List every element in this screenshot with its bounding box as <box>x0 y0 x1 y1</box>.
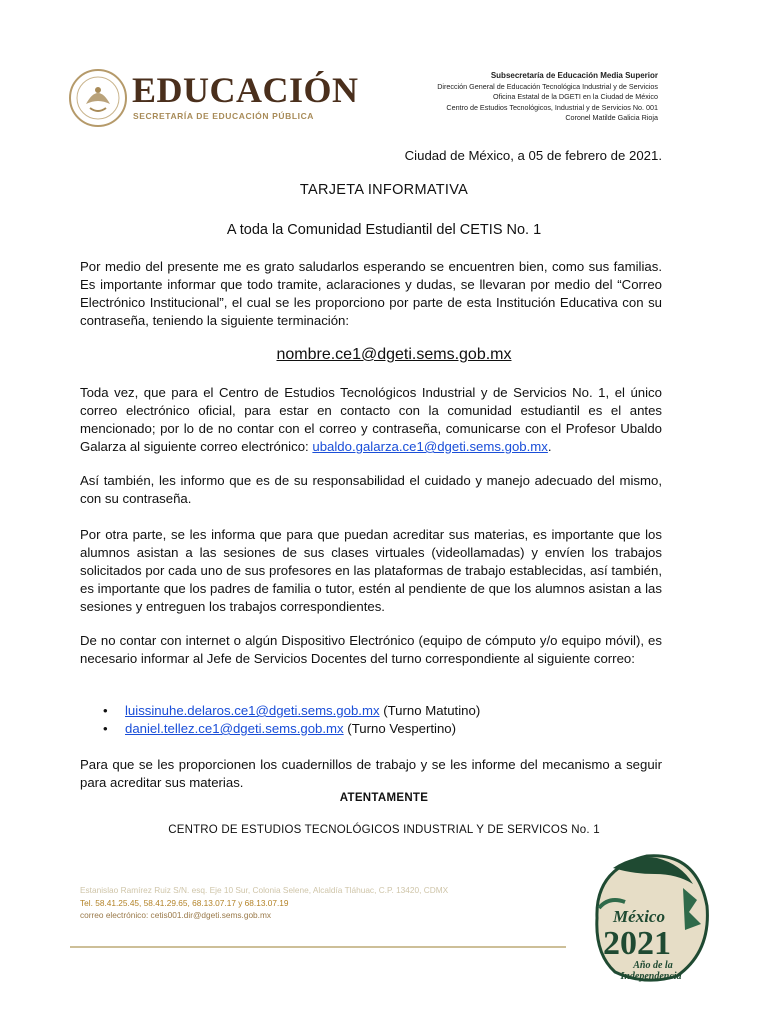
header-office-info <box>437 71 658 124</box>
support-email-link[interactable]: ubaldo.galarza.ce1@dgeti.sems.gob.mx <box>312 439 548 454</box>
bullet: • <box>103 703 108 718</box>
email-format: nombre.ce1@dgeti.sems.gob.mx <box>276 346 512 363</box>
evening-shift-email-link[interactable]: daniel.tellez.ce1@dgeti.sems.gob.mx <box>125 721 344 736</box>
footer <box>80 884 448 922</box>
addressee: A toda la Comunidad Estudiantil del CETIS No. 1 <box>226 222 542 238</box>
paragraph-workbooks: Para que se les proporcionen los cuadernillos de trabajo y se les informe del mecanismo a seguir para acreditar sus materias. <box>80 757 662 790</box>
contact-list <box>103 702 480 738</box>
paragraph-end: . <box>547 439 552 454</box>
national-seal-icon <box>68 68 128 128</box>
emblem-text: México <box>613 907 665 926</box>
header-line: Centro de Estudios Tecnológicos, Industrial y de Servicios No. 001 <box>446 102 658 112</box>
header-line: Oficina Estatal de la DGETI en la Ciudad de México <box>493 92 658 102</box>
list-item <box>103 720 480 738</box>
mexico-2021-emblem-icon <box>585 848 715 988</box>
shift-label: (Turno Matutino) <box>379 703 481 718</box>
emblem-text: Año de la <box>633 960 673 971</box>
closing: ATENTAMENTE <box>339 792 429 804</box>
paragraph-classes: Por otra parte, se les informa que para que puedan acreditar sus materias, es importante que los alumnos asistan a las sesiones de sus clases virtuales (videollamadas) y envíen los trabajos solicitados por cada uno de sus profesores en las plataformas de trabajo establecidas, así también, es importante que los padres de familia o tutor, estén al pendiente de que los alumnos asistan a las sesiones y entreguen los trabajos correspondientes. <box>80 527 662 614</box>
header-line: Coronel Matilde Galicia Rioja <box>565 113 658 123</box>
emblem-year: 2021 <box>603 925 671 962</box>
paragraph-responsibility: Así también, les informo que es de su responsabilidad el cuidado y manejo adecuado del mismo, con su contraseña. <box>80 473 662 506</box>
shift-label: (Turno Vespertino) <box>343 721 457 736</box>
paragraph-no-internet: De no contar con internet o algún Dispositivo Electrónico (equipo de cómputo y/o equipo móvil), es necesario informar al Jefe de Servicios Docentes del turno correspondiente al siguiente correo: <box>80 633 662 666</box>
footer-address: Estanislao Ramírez Ruiz S/N. esq. Eje 10 Sur, Colonia Selene, Alcaldía Tláhuac, C.P. 13420, CDMX <box>80 885 449 895</box>
header-line: Dirección General de Educación Tecnológica Industrial y de Servicios <box>437 81 658 91</box>
logo-title: EDUCACIÓN <box>132 70 359 110</box>
institution-name: CENTRO DE ESTUDIOS TECNOLÓGICOS INDUSTRIAL Y DE SERVICOS No. 1 <box>168 824 600 836</box>
paragraph-official-email <box>80 384 662 456</box>
logo-subtitle: SECRETARÍA DE EDUCACIÓN PÚBLICA <box>133 111 315 121</box>
document-date: Ciudad de México, a 05 de febrero de 2021. <box>404 148 662 163</box>
document-title: TARJETA INFORMATIVA <box>299 182 469 198</box>
paragraph-intro: Por medio del presente me es grato saludarlos esperando se encuentren bien, como sus familias. Es importante informar que todo tramite, aclaraciones y dudas, se llevaran por medio del “Correo Electrónico Institucional”, el cual se les proporciono por parte de esta Institución Educativa con su contraseña, teniendo la siguiente terminación: <box>80 259 662 328</box>
bullet: • <box>103 721 108 736</box>
list-item <box>103 702 480 720</box>
footer-phones: Tel. 58.41.25.45, 58.41.29.65, 68.13.07.17 y 68.13.07.19 <box>80 897 289 908</box>
emblem-text: Independencia <box>620 971 682 982</box>
header-line: Subsecretaría de Educación Media Superior <box>490 71 658 80</box>
paragraph-text: Toda vez, que para el Centro de Estudios Tecnológicos Industrial y de Servicios No. 1, el único correo electrónico oficial, para estar en contacto con la comunidad estudiantil es el antes mencionado; por lo de no contar con el correo y contraseña, comunicarse con el Profesor Ubaldo Galarza al siguiente correo electrónico: <box>80 385 662 454</box>
morning-shift-email-link[interactable]: luissinuhe.delaros.ce1@dgeti.sems.gob.mx <box>125 703 380 718</box>
footer-email: correo electrónico: cetis001.dir@dgeti.sems.gob.mx <box>80 910 272 920</box>
footer-divider <box>70 946 566 948</box>
